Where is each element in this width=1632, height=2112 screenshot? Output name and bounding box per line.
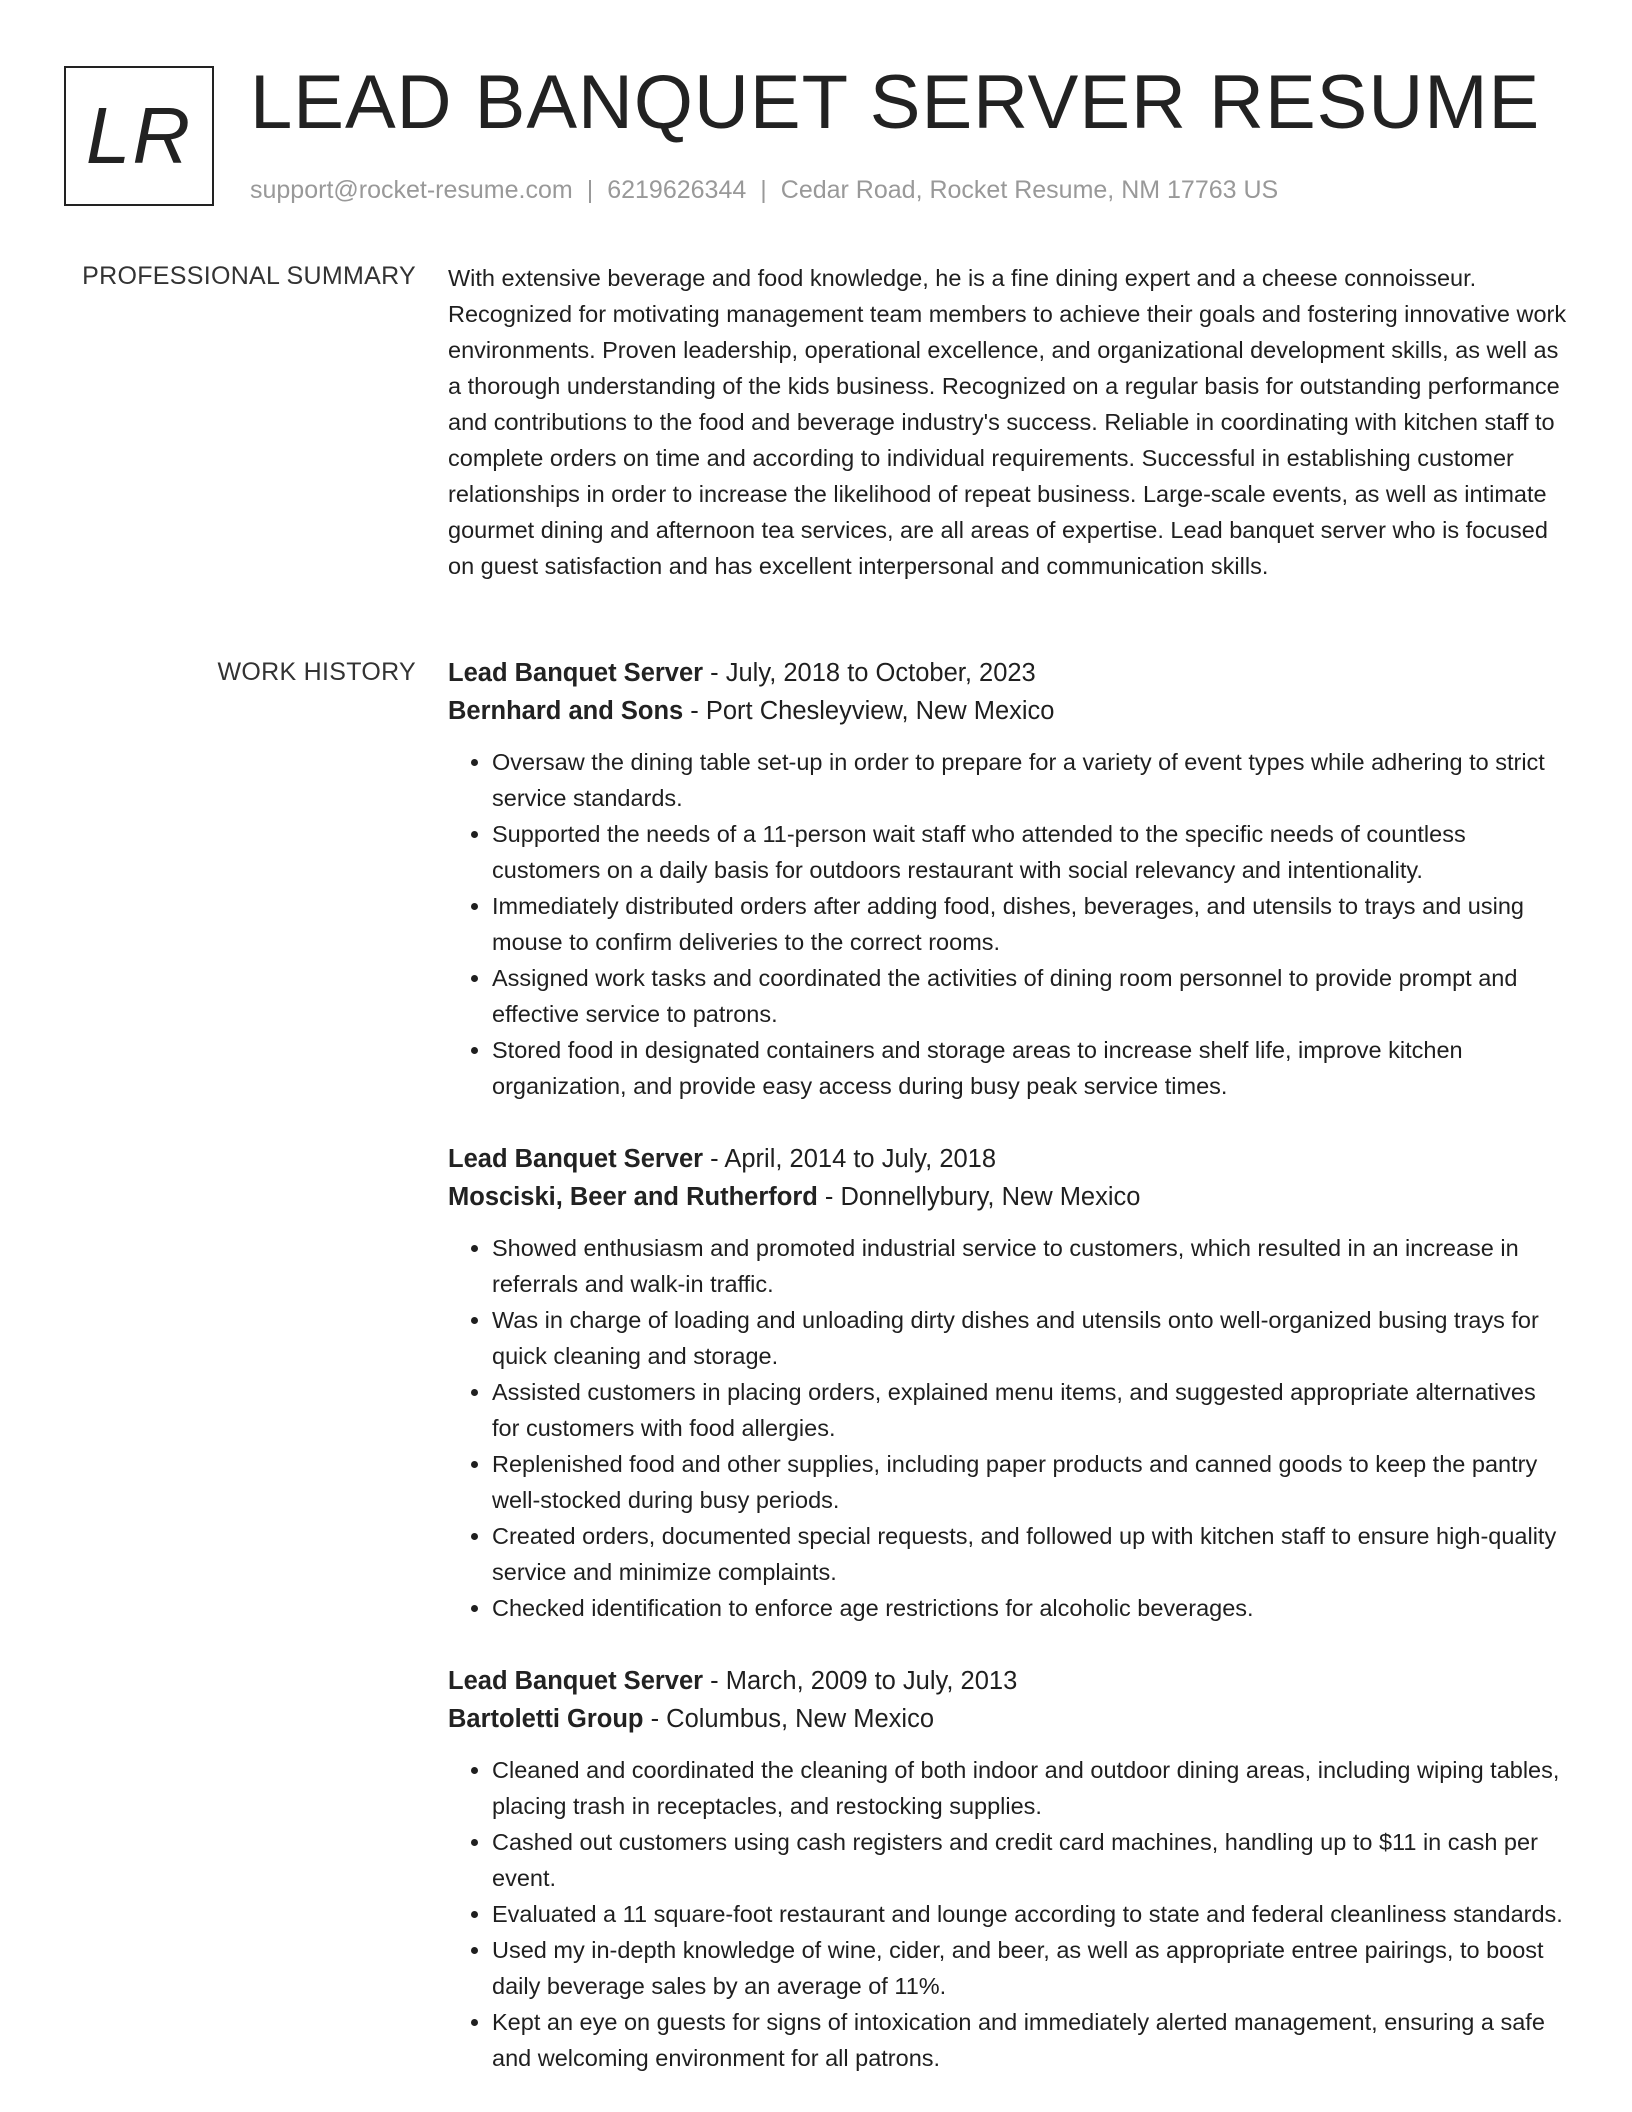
summary-section-label: PROFESSIONAL SUMMARY	[82, 262, 416, 290]
job-bullet: • Assisted customers in placing orders, explained menu items, and suggested appropriate alternatives for customers with food allergies.	[492, 1374, 1568, 1446]
job-bullet: • Assigned work tasks and coordinated the activities of dining room personnel to provide prompt and effective service to patrons.	[492, 960, 1568, 1032]
job-title-line	[448, 1140, 1568, 1178]
contact-line	[250, 174, 1278, 206]
summary-section	[448, 260, 1568, 584]
job-bullet: • Oversaw the dining table set-up in order to prepare for a variety of event types while adhering to strict service standards.	[492, 744, 1568, 816]
job-bullet-list	[448, 1230, 1568, 1626]
job-bullet-list	[448, 1752, 1568, 2076]
summary-text: With extensive beverage and food knowledge, he is a fine dining expert and a cheese connoisseur. Recognized for motivating management team members to achieve their goals and fostering innovative work environments. Proven leadership, operational excellence, and organizational development skills, as well as a thorough understanding of the kids business. Recognized on a regular basis for outstanding performance and contributions to the food and beverage industry's success. Reliable in coordinating with kitchen staff to complete orders on time and according to individual requirements. Successful in establishing customer relationships in order to increase the likelihood of repeat business. Large-scale events, as well as intimate gourmet dining and afternoon tea services, are all areas of expertise. Lead banquet server who is focused on guest satisfaction and has excellent interpersonal and communication skills.	[448, 265, 1567, 579]
job-bullet: • Kept an eye on guests for signs of intoxication and immediately alerted management, ensuring a safe and welcoming environment for all patrons.	[492, 2004, 1568, 2076]
job-company: Bernhard and Sons	[448, 697, 684, 725]
job-company: Bartoletti Group	[448, 1705, 644, 1733]
job-dates: - April, 2014 to July, 2018	[703, 1145, 997, 1173]
job-company: Mosciski, Beer and Rutherford	[448, 1183, 818, 1211]
job-company-line	[448, 1178, 1568, 1216]
job-title-line	[448, 654, 1568, 692]
contact-separator: |	[586, 176, 594, 204]
contact-separator: |	[760, 176, 767, 204]
job-bullet: • Cleaned and coordinated the cleaning of both indoor and outdoor dining areas, including wiping tables, placing trash in receptacles, and restocking supplies.	[492, 1752, 1568, 1824]
job-title: Lead Banquet Server	[448, 1145, 704, 1173]
job-title: Lead Banquet Server	[448, 659, 704, 687]
job-bullet: • Used my in-depth knowledge of wine, cider, and beer, as well as appropriate entree pairings, to boost daily beverage sales by an average of 11%.	[492, 1932, 1568, 2004]
monogram-logo: LR	[64, 66, 214, 206]
job-entry	[448, 654, 1568, 1104]
job-bullet: • Cashed out customers using cash registers and credit card machines, handling up to $11 in cash per event.	[492, 1824, 1568, 1896]
job-entry	[448, 1662, 1568, 2076]
job-dates: - March, 2009 to July, 2013	[703, 1667, 1018, 1695]
job-bullet: • Immediately distributed orders after adding food, dishes, beverages, and utensils to trays and using mouse to confirm deliveries to the correct rooms.	[492, 888, 1568, 960]
contact-phone: 6219626344	[607, 176, 747, 204]
job-bullet: • Checked identification to enforce age restrictions for alcoholic beverages.	[492, 1590, 1568, 1626]
job-location: - Port Chesleyview, New Mexico	[683, 697, 1055, 725]
job-company-line	[448, 692, 1568, 730]
resume-title: LEAD BANQUET SERVER RESUME	[250, 60, 1541, 145]
job-location: - Donnellybury, New Mexico	[817, 1183, 1141, 1211]
work-history-section-label: WORK HISTORY	[217, 658, 416, 686]
job-bullet: • Evaluated a 11 square-foot restaurant and lounge according to state and federal cleanliness standards.	[492, 1896, 1568, 1932]
job-location: - Columbus, New Mexico	[643, 1705, 934, 1733]
job-bullet-list	[448, 744, 1568, 1104]
job-dates: - July, 2018 to October, 2023	[703, 659, 1036, 687]
work-history-section	[448, 654, 1568, 2112]
job-bullet: • Created orders, documented special requests, and followed up with kitchen staff to ensure high-quality service and minimize complaints.	[492, 1518, 1568, 1590]
job-bullet: • Replenished food and other supplies, including paper products and canned goods to keep the pantry well-stocked during busy periods.	[492, 1446, 1568, 1518]
job-company-line	[448, 1700, 1568, 1738]
contact-email: support@rocket-resume.com	[250, 176, 573, 204]
job-bullet: • Supported the needs of a 11-person wait staff who attended to the specific needs of countless customers on a daily basis for outdoors restaurant with social relevancy and intentionality.	[492, 816, 1568, 888]
job-bullet: • Stored food in designated containers and storage areas to increase shelf life, improve kitchen organization, and provide easy access during busy peak service times.	[492, 1032, 1568, 1104]
job-bullet: • Showed enthusiasm and promoted industrial service to customers, which resulted in an increase in referrals and walk-in traffic.	[492, 1230, 1568, 1302]
job-title-line	[448, 1662, 1568, 1700]
job-bullet: • Was in charge of loading and unloading dirty dishes and utensils onto well-organized busing trays for quick cleaning and storage.	[492, 1302, 1568, 1374]
contact-address: Cedar Road, Rocket Resume, NM 17763 US	[780, 176, 1279, 204]
job-title: Lead Banquet Server	[448, 1667, 704, 1695]
job-entry	[448, 1140, 1568, 1626]
